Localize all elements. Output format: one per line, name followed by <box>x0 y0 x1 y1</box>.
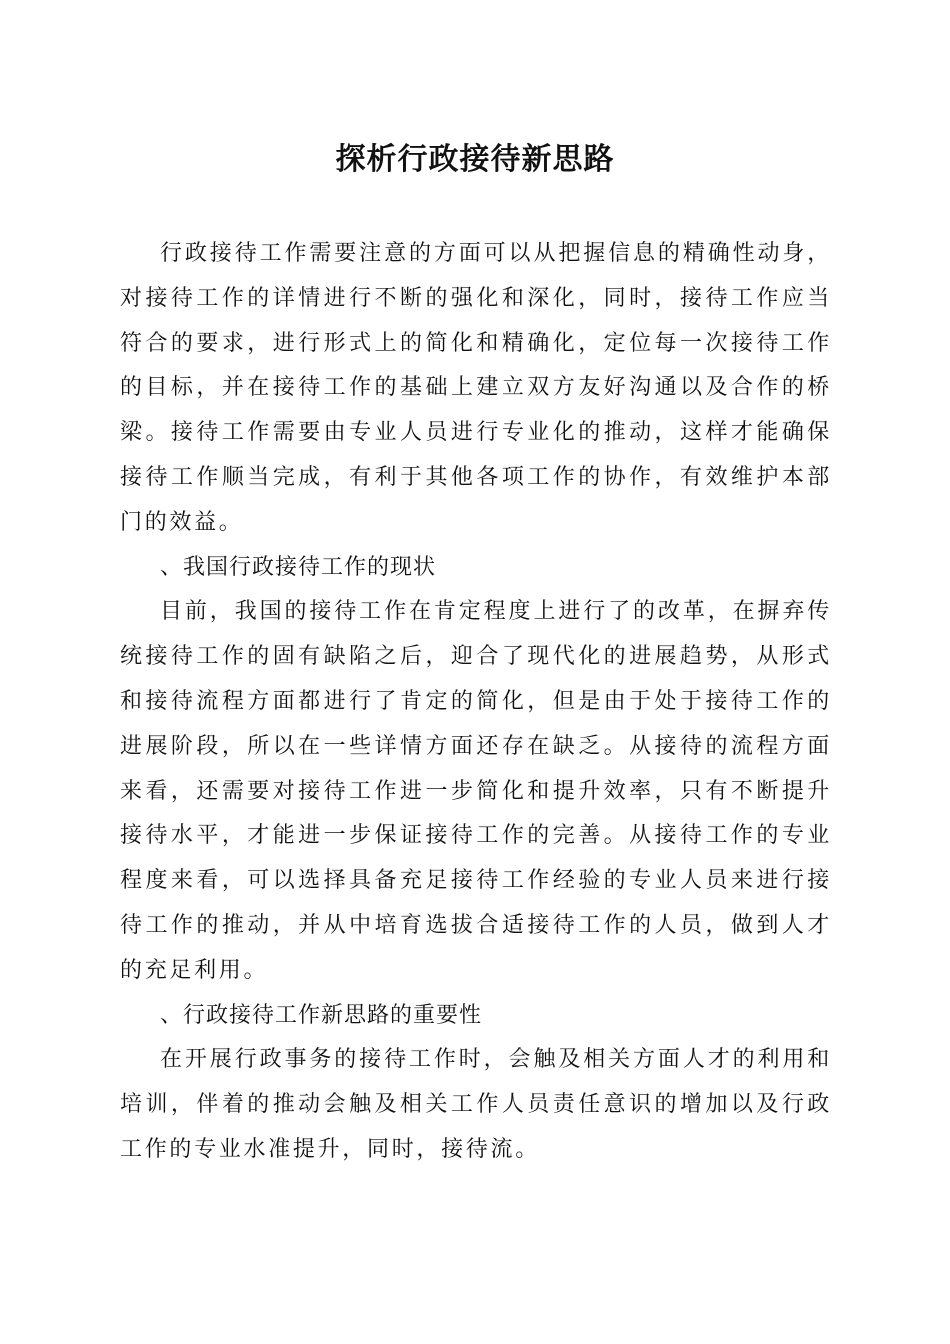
paragraph-current-status: 目前，我国的接待工作在肯定程度上进行了的改革，在摒弃传统接待工作的固有缺陷之后，迎合了现代化的进展趋势，从形式和接待流程方面都进行了肯定的简化，但是由于处于接待工作的进展阶段，所以在一些详情方面还存在缺乏。从接待的流程方面来看，还需要对接待工作进一步简化和提升效率，只有不断提升接待水平，才能进一步保证接待工作的完善。从接待工作的专业程度来看，可以选择具备充足接待工作经验的专业人员来进行接待工作的推动，并从中培育选拔合适接待工作的人员，做到人才的充足利用。 <box>120 599 832 983</box>
document-body <box>120 232 832 1173</box>
section-heading-current-status: 、我国行政接待工作的现状 <box>160 554 437 580</box>
section-heading-importance: 、行政接待工作新思路的重要性 <box>160 1002 483 1028</box>
document-title: 探析行政接待新思路 <box>335 142 615 177</box>
paragraph-intro: 行政接待工作需要注意的方面可以从把握信息的精确性动身，对接待工作的详情进行不断的强化和深化，同时，接待工作应当符合的要求，进行形式上的简化和精确化，定位每一次接待工作的目标，并在接待工作的基础上建立双方友好沟通以及合作的桥梁。接待工作需要由专业人员进行专业化的推动，这样才能确保接待工作顺当完成，有利于其他各项工作的协作，有效维护本部门的效益。 <box>120 241 832 535</box>
paragraph-importance: 在开展行政事务的接待工作时，会触及相关方面人才的利用和培训，伴着的推动会触及相关工作人员责任意识的增加以及行政工作的专业水准提升，同时，接待流。 <box>120 1047 832 1162</box>
